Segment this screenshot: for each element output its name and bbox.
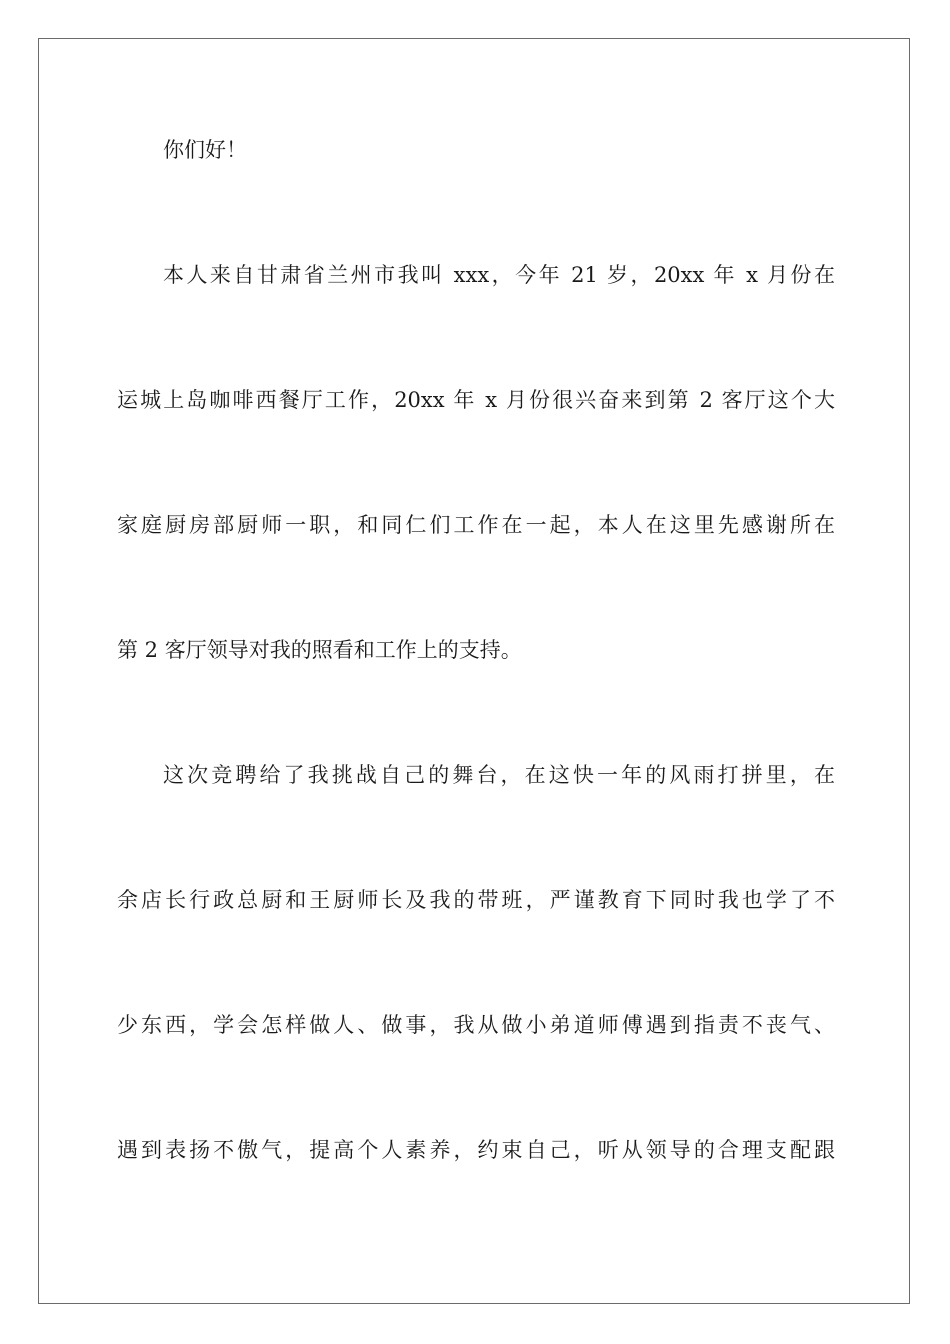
page-border [38,38,910,1304]
paragraph-line-2: 运城上岛咖啡西餐厅工作，20xx 年 x 月份很兴奋来到第 2 客厅这个大 [117,388,835,412]
paragraph-line-3: 家庭厨房部厨师一职，和同仁们工作在一起，本人在这里先感谢所在 [117,513,835,537]
paragraph-line-4: 第 2 客厅领导对我的照看和工作上的支持。 [117,638,522,662]
paragraph-line-1: 本人来自甘肃省兰州市我叫 xxx，今年 21 岁，20xx 年 x 月份在 [163,263,835,287]
paragraph-line-6: 余店长行政总厨和王厨师长及我的带班，严谨教育下同时我也学了不 [117,888,835,912]
paragraph-line-8: 遇到表扬不傲气，提高个人素养，约束自己，听从领导的合理支配跟 [117,1138,835,1162]
paragraph-line-5: 这次竞聘给了我挑战自己的舞台，在这快一年的风雨打拼里，在 [163,763,835,787]
paragraph-line-7: 少东西，学会怎样做人、做事，我从做小弟道师傅遇到指责不丧气、 [117,1013,835,1037]
greeting-line: 你们好！ [163,138,247,162]
